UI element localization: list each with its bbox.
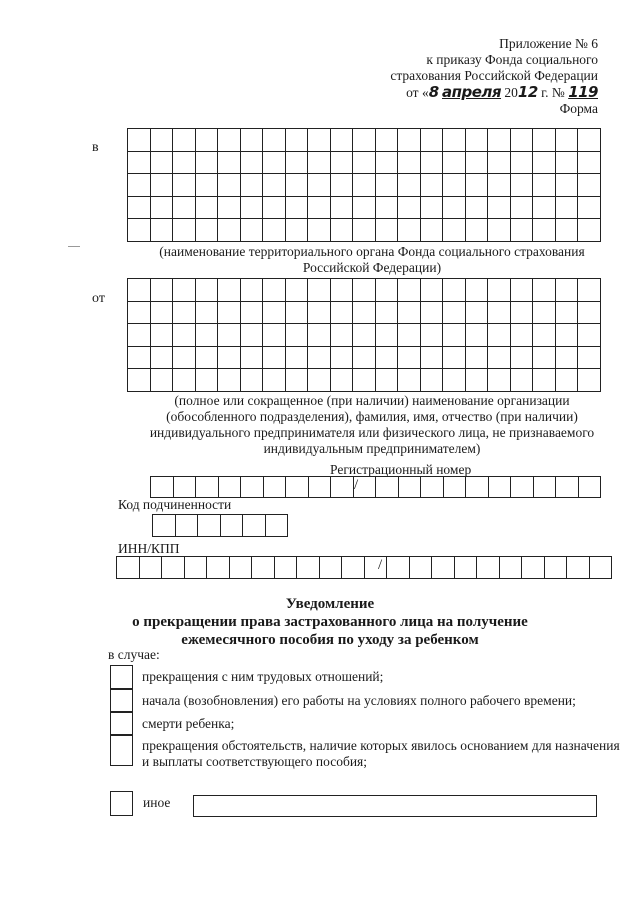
grid-cell[interactable] — [533, 174, 556, 197]
grid-cell[interactable] — [420, 279, 443, 302]
grid-cell[interactable] — [218, 279, 241, 302]
grid-cell[interactable] — [285, 279, 308, 302]
grid-cell[interactable] — [128, 196, 151, 219]
grid-cell[interactable] — [173, 477, 196, 498]
handwritten-year: 12 — [517, 83, 538, 101]
grid-cell[interactable] — [195, 174, 218, 197]
grid-cell[interactable] — [285, 174, 308, 197]
grid-cell[interactable] — [555, 324, 578, 347]
grid-cell[interactable] — [567, 557, 590, 579]
grid-cell[interactable] — [420, 196, 443, 219]
grid-cell[interactable] — [308, 196, 331, 219]
grid-cell[interactable] — [398, 324, 421, 347]
grid-cell[interactable] — [139, 557, 162, 579]
registration-separator: / — [354, 477, 359, 493]
grid-cell[interactable] — [398, 174, 421, 197]
grid-cell[interactable] — [308, 477, 331, 498]
grid-cell[interactable] — [465, 346, 488, 369]
grid-cell[interactable] — [150, 196, 173, 219]
grid-cell[interactable] — [375, 279, 398, 302]
grid-cell[interactable] — [443, 196, 466, 219]
grid-cell[interactable] — [398, 219, 421, 242]
grid-cell[interactable] — [510, 324, 533, 347]
grid-cell[interactable] — [195, 301, 218, 324]
grid-cell[interactable] — [499, 557, 522, 579]
checkbox-full-time-work[interactable] — [110, 688, 133, 713]
inn-separator: / — [378, 557, 383, 573]
grid-cell[interactable] — [263, 129, 286, 152]
option-circumstances-ended: прекращения обстоятельств, наличие которых явилось основанием для назначения и выплаты соответствующего пособия; — [142, 738, 620, 769]
grid-cell[interactable] — [330, 279, 353, 302]
grid-cell[interactable] — [196, 477, 219, 498]
grid-cell[interactable] — [263, 279, 286, 302]
grid-cell[interactable] — [162, 557, 185, 579]
grid-cell[interactable] — [511, 477, 534, 498]
grid-cell[interactable] — [308, 174, 331, 197]
grid-cell[interactable] — [376, 477, 399, 498]
grid-cell[interactable] — [578, 151, 601, 174]
notice-subtitle-2: ежемесячного пособия по уходу за ребенком — [181, 632, 479, 648]
checkbox-circumstances-ended[interactable] — [110, 734, 133, 766]
grid-cell[interactable] — [195, 196, 218, 219]
grid-cell[interactable] — [510, 151, 533, 174]
grid-cell[interactable] — [150, 219, 173, 242]
grid-cell[interactable] — [240, 129, 263, 152]
grid-cell[interactable] — [150, 346, 173, 369]
grid-cell[interactable] — [443, 346, 466, 369]
organization-grid[interactable] — [127, 278, 601, 392]
grid-cell[interactable] — [398, 151, 421, 174]
grid-cell[interactable] — [398, 301, 421, 324]
grid-cell[interactable] — [488, 129, 511, 152]
grid-cell[interactable] — [375, 301, 398, 324]
grid-cell[interactable] — [533, 477, 556, 498]
grid-cell[interactable] — [555, 219, 578, 242]
grid-cell[interactable] — [443, 324, 466, 347]
grid-cell[interactable] — [240, 219, 263, 242]
grid-cell[interactable] — [375, 129, 398, 152]
grid-cell[interactable] — [421, 477, 444, 498]
grid-cell[interactable] — [195, 129, 218, 152]
grid-cell[interactable] — [375, 196, 398, 219]
grid-cell[interactable] — [465, 151, 488, 174]
grid-cell[interactable] — [263, 151, 286, 174]
grid-cell[interactable] — [128, 219, 151, 242]
option-termination: прекращения с ним трудовых отношений; — [142, 669, 384, 684]
grid-cell[interactable] — [285, 369, 308, 392]
grid-cell[interactable] — [443, 369, 466, 392]
grid-cell[interactable] — [510, 219, 533, 242]
grid-cell[interactable] — [578, 324, 601, 347]
grid-cell[interactable] — [175, 515, 198, 537]
grid-cell[interactable] — [510, 301, 533, 324]
grid-cell[interactable] — [207, 557, 230, 579]
grid-cell[interactable] — [465, 196, 488, 219]
grid-cell[interactable] — [375, 346, 398, 369]
grid-cell[interactable] — [198, 515, 221, 537]
grid-cell[interactable] — [285, 151, 308, 174]
grid-cell[interactable] — [353, 279, 376, 302]
grid-cell[interactable] — [240, 151, 263, 174]
option-full-time-work: начала (возобновления) его работы на условиях полного рабочего времени; — [142, 693, 576, 708]
grid-cell[interactable] — [488, 324, 511, 347]
grid-cell[interactable] — [265, 515, 288, 537]
notice-title: Уведомление — [285, 596, 375, 612]
grid-cell[interactable] — [308, 151, 331, 174]
grid-cell[interactable] — [510, 369, 533, 392]
grid-cell[interactable] — [263, 219, 286, 242]
grid-cell[interactable] — [533, 279, 556, 302]
grid-cell[interactable] — [330, 346, 353, 369]
grid-cell[interactable] — [128, 151, 151, 174]
grid-cell[interactable] — [420, 346, 443, 369]
checkbox-termination[interactable] — [110, 665, 133, 690]
grid-cell[interactable] — [150, 174, 173, 197]
notice-subtitle-1: о прекращении права застрахованного лица на получение — [132, 614, 528, 630]
grid-cell[interactable] — [578, 369, 601, 392]
grid-cell[interactable] — [555, 346, 578, 369]
subordination-code-grid[interactable] — [152, 514, 288, 537]
grid-cell[interactable] — [533, 129, 556, 152]
grid-cell[interactable] — [465, 301, 488, 324]
grid-cell[interactable] — [454, 557, 477, 579]
grid-cell[interactable] — [263, 174, 286, 197]
grid-cell[interactable] — [466, 477, 489, 498]
grid-cell[interactable] — [375, 219, 398, 242]
grid-cell[interactable] — [364, 557, 387, 579]
grid-cell[interactable] — [128, 301, 151, 324]
grid-cell[interactable] — [555, 174, 578, 197]
grid-cell[interactable] — [443, 477, 466, 498]
grid-cell[interactable] — [353, 369, 376, 392]
grid-cell[interactable] — [128, 369, 151, 392]
grid-cell[interactable] — [420, 324, 443, 347]
grid-cell[interactable] — [443, 219, 466, 242]
grid-cell[interactable] — [465, 174, 488, 197]
grid-cell[interactable] — [218, 151, 241, 174]
grid-cell[interactable] — [263, 477, 286, 498]
appendix-header — [390, 36, 598, 117]
inn-kpp-grid[interactable] — [116, 556, 612, 579]
grid-cell[interactable] — [218, 324, 241, 347]
grid-cell[interactable] — [330, 174, 353, 197]
subordination-label: Код подчиненности — [118, 497, 232, 512]
grid-cell[interactable] — [578, 174, 601, 197]
checkbox-child-death[interactable] — [110, 711, 133, 736]
grid-cell[interactable] — [409, 557, 432, 579]
other-reason-field[interactable] — [193, 795, 597, 817]
grid-cell[interactable] — [252, 557, 275, 579]
grid-cell[interactable] — [353, 219, 376, 242]
grid-cell[interactable] — [128, 174, 151, 197]
notice-title-block — [100, 595, 560, 649]
grid-cell[interactable] — [195, 279, 218, 302]
fund-name: страхования Российской Федерации — [390, 68, 598, 83]
grid-cell[interactable] — [398, 279, 421, 302]
grid-cell[interactable] — [398, 346, 421, 369]
grid-cell[interactable] — [330, 151, 353, 174]
grid-cell[interactable] — [173, 129, 196, 152]
grid-cell[interactable] — [330, 324, 353, 347]
grid-cell[interactable] — [173, 324, 196, 347]
grid-cell[interactable] — [578, 301, 601, 324]
grid-cell[interactable] — [488, 174, 511, 197]
grid-cell[interactable] — [153, 515, 176, 537]
grid-cell[interactable] — [432, 557, 455, 579]
grid-cell[interactable] — [240, 279, 263, 302]
grid-cell[interactable] — [375, 174, 398, 197]
grid-cell[interactable] — [173, 279, 196, 302]
grid-cell[interactable] — [533, 369, 556, 392]
grid-cell[interactable] — [533, 219, 556, 242]
grid-cell[interactable] — [578, 279, 601, 302]
grid-cell[interactable] — [173, 369, 196, 392]
grid-cell[interactable] — [353, 324, 376, 347]
grid-cell[interactable] — [420, 219, 443, 242]
grid-cell[interactable] — [533, 301, 556, 324]
grid-cell[interactable] — [488, 219, 511, 242]
registration-number-grid[interactable] — [150, 476, 601, 498]
grid-cell[interactable] — [353, 301, 376, 324]
grid-cell[interactable] — [308, 129, 331, 152]
grid-cell[interactable] — [308, 301, 331, 324]
grid-cell[interactable] — [533, 151, 556, 174]
grid-cell[interactable] — [128, 279, 151, 302]
grid-cell[interactable] — [286, 477, 309, 498]
grid-cell[interactable] — [420, 151, 443, 174]
grid-cell[interactable] — [220, 515, 243, 537]
grid-cell[interactable] — [285, 301, 308, 324]
grid-cell[interactable] — [218, 369, 241, 392]
grid-cell[interactable] — [150, 301, 173, 324]
grid-cell[interactable] — [128, 324, 151, 347]
order-reference: к приказу Фонда социального — [426, 52, 598, 67]
grid-cell[interactable] — [274, 557, 297, 579]
grid-cell[interactable] — [443, 301, 466, 324]
grid-cell[interactable] — [443, 174, 466, 197]
grid-cell[interactable] — [330, 219, 353, 242]
to-label: в — [92, 140, 99, 155]
grid-cell[interactable] — [578, 477, 601, 498]
cases-label: в случае: — [108, 647, 160, 662]
grid-cell[interactable] — [375, 151, 398, 174]
grid-cell[interactable] — [398, 196, 421, 219]
grid-cell[interactable] — [555, 196, 578, 219]
grid-cell[interactable] — [240, 174, 263, 197]
grid-cell[interactable] — [387, 557, 410, 579]
grid-cell[interactable] — [578, 219, 601, 242]
grid-cell[interactable] — [263, 346, 286, 369]
grid-cell[interactable] — [555, 129, 578, 152]
grid-cell[interactable] — [488, 346, 511, 369]
grid-cell[interactable] — [420, 129, 443, 152]
option-child-death: смерти ребенка; — [142, 716, 235, 731]
grid-cell[interactable] — [195, 324, 218, 347]
grid-cell[interactable] — [263, 196, 286, 219]
grid-cell[interactable] — [420, 174, 443, 197]
grid-cell[interactable] — [297, 557, 320, 579]
from-caption: (полное или сокращенное (при наличии) наименование организации (обособленного подразделения), фамилия, имя, отчество (при наличии) индивидуального предпринимателя или физического лица, не признаваемого индивидуальным предпринимателем) — [149, 393, 595, 456]
registration-label: Регистрационный номер — [330, 462, 472, 477]
margin-mark — [68, 246, 80, 247]
grid-cell[interactable] — [195, 346, 218, 369]
checkbox-other[interactable] — [110, 791, 133, 816]
grid-cell[interactable] — [195, 369, 218, 392]
appendix-number: Приложение № 6 — [499, 36, 598, 51]
grid-cell[interactable] — [173, 219, 196, 242]
grid-cell[interactable] — [331, 477, 354, 498]
grid-cell[interactable] — [555, 369, 578, 392]
grid-cell[interactable] — [375, 369, 398, 392]
handwritten-day: 8 — [428, 83, 439, 101]
grid-cell[interactable] — [218, 477, 241, 498]
inn-label: ИНН/КПП — [118, 541, 180, 556]
grid-cell[interactable] — [173, 301, 196, 324]
grid-cell[interactable] — [285, 324, 308, 347]
grid-cell[interactable] — [488, 196, 511, 219]
grid-cell[interactable] — [150, 369, 173, 392]
grid-cell[interactable] — [353, 346, 376, 369]
grid-cell[interactable] — [465, 219, 488, 242]
grid-cell[interactable] — [150, 129, 173, 152]
form-label: Форма — [559, 101, 598, 116]
grid-cell[interactable] — [184, 557, 207, 579]
grid-cell[interactable] — [330, 369, 353, 392]
grid-cell[interactable] — [533, 196, 556, 219]
grid-cell[interactable] — [150, 324, 173, 347]
grid-cell[interactable] — [308, 369, 331, 392]
grid-cell[interactable] — [353, 151, 376, 174]
grid-cell[interactable] — [353, 196, 376, 219]
grid-cell[interactable] — [398, 129, 421, 152]
grid-cell[interactable] — [342, 557, 365, 579]
grid-cell[interactable] — [218, 196, 241, 219]
grid-cell[interactable] — [240, 301, 263, 324]
grid-cell[interactable] — [241, 477, 264, 498]
grid-cell[interactable] — [319, 557, 342, 579]
grid-cell[interactable] — [240, 346, 263, 369]
handwritten-month: апреля — [442, 83, 502, 101]
grid-cell[interactable] — [510, 129, 533, 152]
grid-cell[interactable] — [240, 369, 263, 392]
grid-cell[interactable] — [240, 324, 263, 347]
grid-cell[interactable] — [353, 129, 376, 152]
territorial-body-grid[interactable] — [127, 128, 601, 242]
grid-cell[interactable] — [465, 324, 488, 347]
grid-cell[interactable] — [285, 219, 308, 242]
grid-cell[interactable] — [285, 346, 308, 369]
grid-cell[interactable] — [151, 477, 174, 498]
grid-cell[interactable] — [330, 129, 353, 152]
grid-cell[interactable] — [308, 279, 331, 302]
grid-cell[interactable] — [263, 324, 286, 347]
grid-cell[interactable] — [375, 324, 398, 347]
grid-cell[interactable] — [285, 196, 308, 219]
grid-cell[interactable] — [150, 151, 173, 174]
grid-cell[interactable] — [117, 557, 140, 579]
grid-cell[interactable] — [555, 279, 578, 302]
grid-cell[interactable] — [173, 151, 196, 174]
grid-cell[interactable] — [488, 151, 511, 174]
grid-cell[interactable] — [128, 129, 151, 152]
option-other: иное — [143, 795, 171, 810]
grid-cell[interactable] — [263, 369, 286, 392]
grid-cell[interactable] — [150, 279, 173, 302]
grid-cell[interactable] — [488, 369, 511, 392]
grid-cell[interactable] — [353, 174, 376, 197]
grid-cell[interactable] — [218, 301, 241, 324]
grid-cell[interactable] — [510, 279, 533, 302]
grid-cell[interactable] — [443, 279, 466, 302]
handwritten-order-number: 119 — [568, 83, 598, 101]
grid-cell[interactable] — [555, 301, 578, 324]
grid-cell[interactable] — [308, 346, 331, 369]
grid-cell[interactable] — [195, 151, 218, 174]
grid-cell[interactable] — [443, 129, 466, 152]
grid-cell[interactable] — [522, 557, 545, 579]
grid-cell[interactable] — [263, 301, 286, 324]
grid-cell[interactable] — [398, 369, 421, 392]
grid-cell[interactable] — [510, 174, 533, 197]
grid-cell[interactable] — [218, 219, 241, 242]
grid-cell[interactable] — [240, 196, 263, 219]
grid-cell[interactable] — [308, 219, 331, 242]
grid-cell[interactable] — [398, 477, 421, 498]
grid-cell[interactable] — [173, 196, 196, 219]
grid-cell[interactable] — [533, 324, 556, 347]
grid-cell[interactable] — [173, 174, 196, 197]
grid-cell[interactable] — [243, 515, 266, 537]
grid-cell[interactable] — [330, 301, 353, 324]
grid-cell[interactable] — [578, 346, 601, 369]
grid-cell[interactable] — [195, 219, 218, 242]
grid-cell[interactable] — [533, 346, 556, 369]
grid-cell[interactable] — [330, 196, 353, 219]
grid-cell[interactable] — [218, 174, 241, 197]
grid-cell[interactable] — [477, 557, 500, 579]
grid-cell[interactable] — [488, 301, 511, 324]
grid-cell[interactable] — [465, 369, 488, 392]
grid-cell[interactable] — [488, 279, 511, 302]
grid-cell[interactable] — [556, 477, 579, 498]
grid-cell[interactable] — [285, 129, 308, 152]
grid-cell[interactable] — [465, 129, 488, 152]
grid-cell[interactable] — [578, 196, 601, 219]
grid-cell[interactable] — [589, 557, 612, 579]
grid-cell[interactable] — [229, 557, 252, 579]
grid-cell[interactable] — [443, 151, 466, 174]
grid-cell[interactable] — [420, 301, 443, 324]
grid-cell[interactable] — [578, 129, 601, 152]
grid-cell[interactable] — [218, 129, 241, 152]
grid-cell[interactable] — [218, 346, 241, 369]
order-date-line: от «8 апреля 2012 г. № 119 — [406, 83, 598, 101]
grid-cell[interactable] — [544, 557, 567, 579]
grid-cell[interactable] — [555, 151, 578, 174]
grid-cell[interactable] — [510, 346, 533, 369]
grid-cell[interactable] — [465, 279, 488, 302]
grid-cell[interactable] — [510, 196, 533, 219]
to-caption: (наименование территориального органа Фонда социального страхования Российской Федерации) — [159, 244, 585, 275]
grid-cell[interactable] — [488, 477, 511, 498]
grid-cell[interactable] — [128, 346, 151, 369]
grid-cell[interactable] — [308, 324, 331, 347]
grid-cell[interactable] — [173, 346, 196, 369]
from-label: от — [92, 291, 105, 306]
grid-cell[interactable] — [420, 369, 443, 392]
